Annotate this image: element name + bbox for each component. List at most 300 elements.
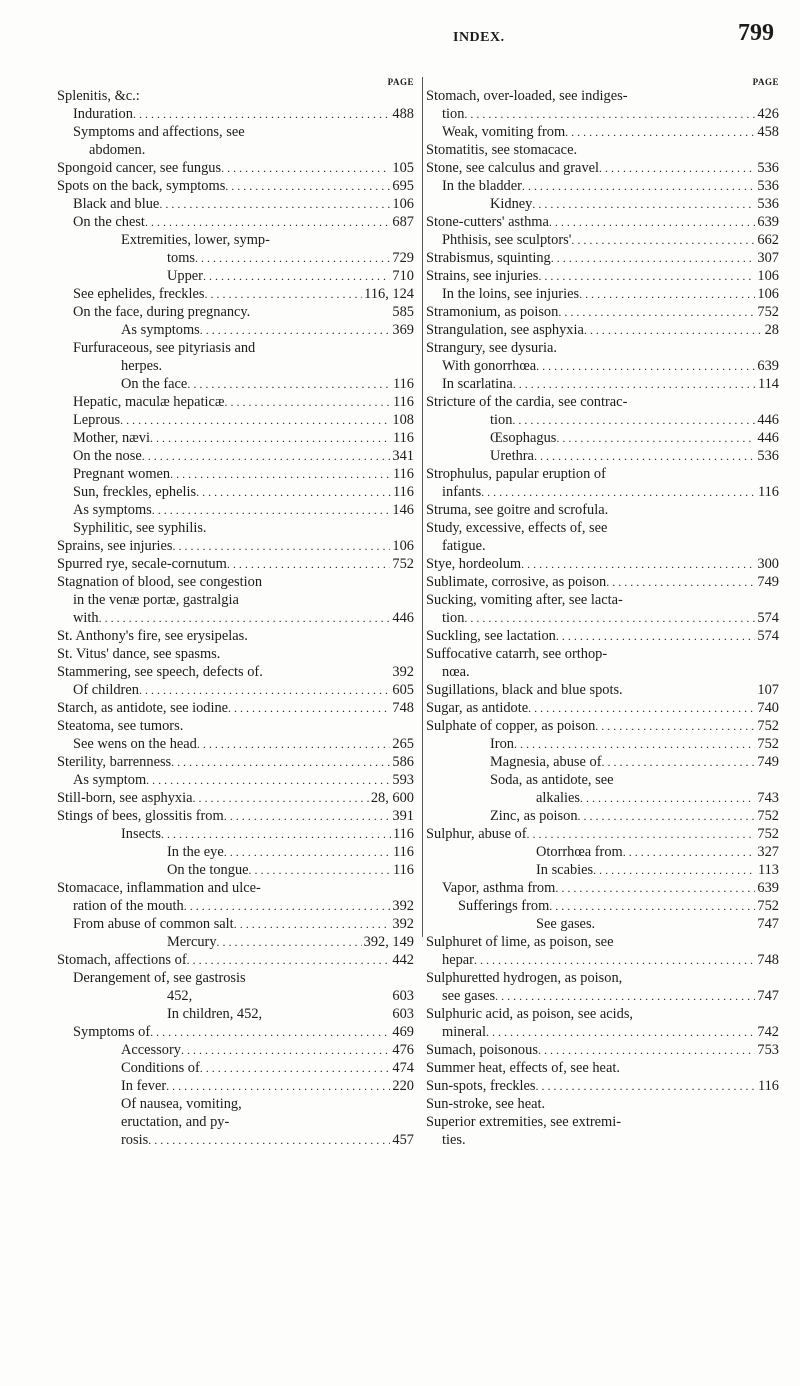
dot-leader xyxy=(195,249,390,267)
entry-text: From abuse of common salt xyxy=(73,916,234,932)
index-entry xyxy=(426,1059,779,1077)
entry-page: 747 xyxy=(757,988,779,1004)
entry-text: Stammering, see speech, defects of. xyxy=(57,664,263,680)
index-entry xyxy=(57,465,414,483)
entry-text: Furfuraceous, see pityriasis and xyxy=(73,340,256,356)
entry-page: 116, 124 xyxy=(364,286,414,302)
entry-page: 469 xyxy=(392,1024,414,1040)
index-entry xyxy=(57,789,414,807)
entry-page: 106 xyxy=(392,538,414,554)
dot-leader xyxy=(120,411,390,429)
dot-leader xyxy=(623,843,756,861)
index-entry xyxy=(426,663,779,681)
dot-leader xyxy=(464,105,755,123)
dot-leader xyxy=(532,195,755,213)
entry-page: 108 xyxy=(392,412,414,428)
index-entry xyxy=(426,1113,779,1131)
dot-leader xyxy=(197,735,391,753)
dot-leader xyxy=(538,1041,755,1059)
entry-text: tion xyxy=(490,412,513,428)
entry-text: herpes. xyxy=(121,358,163,374)
entry-text: Starch, as antidote, see iodine xyxy=(57,700,229,716)
index-entry xyxy=(57,285,414,303)
entry-text: On the nose xyxy=(73,448,142,464)
index-entry xyxy=(426,717,779,735)
index-entry xyxy=(57,447,414,465)
dot-leader xyxy=(528,699,755,717)
entry-page: 488 xyxy=(392,106,414,122)
entry-text: Zinc, as poison xyxy=(490,808,578,824)
dot-leader xyxy=(536,1077,756,1095)
entry-text: On the tongue xyxy=(167,862,249,878)
entry-page: 106 xyxy=(392,196,414,212)
index-entry xyxy=(426,969,779,987)
index-entry xyxy=(57,591,414,609)
entry-page: 116 xyxy=(392,484,414,500)
entry-text: On the chest xyxy=(73,214,145,230)
entry-text: Sulphuretted hydrogen, as poison, xyxy=(426,970,623,986)
entry-text: Of children xyxy=(73,682,139,698)
entry-text: As symptom xyxy=(73,772,147,788)
index-column-right xyxy=(422,77,779,1148)
index-entry xyxy=(57,915,414,933)
index-column-left xyxy=(57,77,414,1149)
index-entry xyxy=(426,483,779,501)
page-column-label: PAGE xyxy=(387,77,414,87)
dot-leader xyxy=(527,825,756,843)
entry-text: Weak, vomiting from xyxy=(442,124,566,140)
entry-text: Derangement of, see gastrosis xyxy=(73,970,246,986)
dot-leader xyxy=(171,753,390,771)
entry-text: ration of the mouth xyxy=(73,898,184,914)
page-column-label: PAGE xyxy=(752,77,779,87)
dot-leader xyxy=(512,411,755,429)
index-entry xyxy=(57,105,414,123)
index-entry xyxy=(426,789,779,807)
dot-leader xyxy=(196,483,391,501)
dot-leader xyxy=(152,501,391,519)
entry-text: St. Vitus' dance, see spasms. xyxy=(57,646,221,662)
index-entry xyxy=(426,573,779,591)
dot-leader xyxy=(551,249,756,267)
entry-text: Conditions of xyxy=(121,1060,200,1076)
index-entry xyxy=(426,843,779,861)
dot-leader xyxy=(495,987,755,1005)
index-entry xyxy=(426,411,779,429)
entry-page: 585 xyxy=(392,304,414,320)
index-entry xyxy=(426,213,779,231)
dot-leader xyxy=(571,231,755,249)
entry-page: 749 xyxy=(757,754,779,770)
index-entry xyxy=(426,591,779,609)
entry-text: See ephelides, freckles xyxy=(73,286,205,302)
index-entry xyxy=(426,1005,779,1023)
index-entry xyxy=(426,807,779,825)
entry-text: rosis xyxy=(121,1132,149,1148)
dot-leader xyxy=(170,465,391,483)
entry-text: Mercury xyxy=(167,934,217,950)
entry-text: Sulphur, abuse of xyxy=(426,826,527,842)
entry-text: Struma, see goitre and scrofula. xyxy=(426,502,609,518)
entry-page: 369 xyxy=(392,322,414,338)
entry-page: 113 xyxy=(757,862,779,878)
dot-leader xyxy=(217,933,362,951)
entry-text: with xyxy=(73,610,99,626)
entry-text: Stomatitis, see stomacace. xyxy=(426,142,578,158)
dot-leader xyxy=(565,123,755,141)
right-entries xyxy=(426,87,779,1149)
dot-leader xyxy=(227,555,391,573)
index-entry xyxy=(426,1041,779,1059)
index-entry xyxy=(426,321,779,339)
entry-text: Strangulation, see asphyxia xyxy=(426,322,584,338)
index-entry xyxy=(57,663,414,681)
entry-page: 753 xyxy=(757,1042,779,1058)
index-entry xyxy=(57,1113,414,1131)
entry-text: infants xyxy=(442,484,482,500)
index-entry xyxy=(426,555,779,573)
index-entry xyxy=(57,969,414,987)
entry-text: Still-born, see asphyxia xyxy=(57,790,193,806)
entry-page: 476 xyxy=(392,1042,414,1058)
dot-leader xyxy=(584,321,763,339)
index-entry xyxy=(426,915,779,933)
entry-page: 28 xyxy=(764,322,779,338)
entry-page: 116 xyxy=(757,484,779,500)
entry-text: tion xyxy=(442,106,465,122)
index-entry xyxy=(57,1095,414,1113)
index-entry xyxy=(426,501,779,519)
entry-text: As symptoms xyxy=(73,502,152,518)
entry-text: With gonorrhœa xyxy=(442,358,537,374)
entry-text: Stye, hordeolum xyxy=(426,556,522,572)
dot-leader xyxy=(549,213,756,231)
index-entry xyxy=(426,627,779,645)
index-entry xyxy=(57,1131,414,1149)
entry-text: Œsophagus xyxy=(490,430,557,446)
entry-page: 458 xyxy=(757,124,779,140)
index-entry xyxy=(426,465,779,483)
entry-text: Otorrhœa from xyxy=(536,844,623,860)
entry-page: 327 xyxy=(757,844,779,860)
dot-leader xyxy=(184,897,391,915)
entry-text: Leprous xyxy=(73,412,121,428)
page-header xyxy=(0,20,800,60)
dot-leader xyxy=(173,537,391,555)
entry-text: Induration xyxy=(73,106,133,122)
entry-page: 116 xyxy=(392,826,414,842)
dot-leader xyxy=(595,717,755,735)
entry-page: 116 xyxy=(392,466,414,482)
index-entry xyxy=(426,249,779,267)
entry-text: Upper xyxy=(167,268,203,284)
index-entry xyxy=(426,681,779,699)
index-entry xyxy=(426,357,779,375)
dot-leader xyxy=(556,429,755,447)
index-entry xyxy=(426,753,779,771)
entry-text: see gases xyxy=(442,988,496,1004)
dot-leader xyxy=(249,861,391,879)
index-entry xyxy=(57,825,414,843)
index-entry xyxy=(57,483,414,501)
entry-text: Sublimate, corrosive, as poison xyxy=(426,574,607,590)
entry-text: Extremities, lower, symp- xyxy=(121,232,270,248)
dot-leader xyxy=(203,267,390,285)
entry-text: Stramonium, as poison xyxy=(426,304,559,320)
dot-leader xyxy=(228,699,390,717)
entry-page: 341 xyxy=(392,448,414,464)
index-entry xyxy=(57,393,414,411)
dot-leader xyxy=(200,321,391,339)
index-entry xyxy=(57,123,414,141)
index-entry xyxy=(426,645,779,663)
entry-text: mineral xyxy=(442,1024,486,1040)
entry-page: 106 xyxy=(757,286,779,302)
entry-page: 695 xyxy=(392,178,414,194)
entry-text: Steatoma, see tumors. xyxy=(57,718,184,734)
index-entry xyxy=(57,159,414,177)
entry-page: 603 xyxy=(392,1006,414,1022)
entry-text: Kidney xyxy=(490,196,533,212)
entry-page: 639 xyxy=(757,880,779,896)
entry-page: 392, 149 xyxy=(363,934,414,950)
entry-text: Strophulus, papular eruption of xyxy=(426,466,606,482)
index-entry xyxy=(57,771,414,789)
index-entry xyxy=(57,537,414,555)
index-entry xyxy=(426,1095,779,1113)
index-entry xyxy=(57,195,414,213)
entry-page: 743 xyxy=(757,790,779,806)
entry-text: in the venæ portæ, gastralgia xyxy=(73,592,239,608)
dot-leader xyxy=(224,807,391,825)
index-entry xyxy=(426,519,779,537)
index-entry xyxy=(426,87,779,105)
entry-text: Strangury, see dysuria. xyxy=(426,340,557,356)
index-entry xyxy=(57,303,414,321)
dot-leader xyxy=(142,447,391,465)
entry-page: 442 xyxy=(392,952,414,968)
left-entries xyxy=(57,87,414,1149)
entry-text: Symptoms of xyxy=(73,1024,151,1040)
entry-page: 574 xyxy=(757,628,779,644)
entry-page: 748 xyxy=(392,700,414,716)
index-entry xyxy=(426,393,779,411)
entry-text: Stone-cutters' asthma xyxy=(426,214,549,230)
entry-page: 752 xyxy=(757,304,779,320)
entry-text: toms xyxy=(167,250,195,266)
entry-page: 116 xyxy=(757,1078,779,1094)
index-entry xyxy=(57,321,414,339)
entry-text: In the bladder xyxy=(442,178,522,194)
entry-page: 426 xyxy=(757,106,779,122)
running-title: INDEX. xyxy=(453,30,505,45)
page-number: 799 xyxy=(738,20,774,46)
entry-text: St. Anthony's fire, see erysipelas. xyxy=(57,628,248,644)
dot-leader xyxy=(193,789,369,807)
dot-leader xyxy=(549,897,755,915)
dot-leader xyxy=(474,951,755,969)
entry-page: 116 xyxy=(392,376,414,392)
entry-page: 536 xyxy=(757,160,779,176)
entry-text: Sun-spots, freckles xyxy=(426,1078,536,1094)
dot-leader xyxy=(159,195,390,213)
entry-page: 116 xyxy=(392,862,414,878)
index-entry xyxy=(57,573,414,591)
dot-leader xyxy=(536,357,755,375)
index-entry xyxy=(57,843,414,861)
dot-leader xyxy=(187,951,391,969)
index-entry xyxy=(426,159,779,177)
entry-page: 457 xyxy=(392,1132,414,1148)
entry-text: 452, xyxy=(167,988,193,1004)
dot-leader xyxy=(538,267,755,285)
index-entry xyxy=(57,555,414,573)
index-entry xyxy=(57,1023,414,1041)
index-entry xyxy=(57,753,414,771)
entry-page: 446 xyxy=(392,610,414,626)
dot-leader xyxy=(224,393,390,411)
index-entry xyxy=(57,627,414,645)
entry-page: 105 xyxy=(392,160,414,176)
entry-page: 752 xyxy=(392,556,414,572)
entry-text: tion xyxy=(442,610,465,626)
entry-page: 392 xyxy=(392,664,414,680)
dot-leader xyxy=(145,213,390,231)
entry-page: 106 xyxy=(757,268,779,284)
entry-page: 446 xyxy=(757,412,779,428)
index-entry xyxy=(57,1059,414,1077)
entry-text: Spongoid cancer, see fungus xyxy=(57,160,222,176)
entry-page: 752 xyxy=(757,898,779,914)
entry-page: 107 xyxy=(757,682,779,698)
index-entry xyxy=(426,951,779,969)
dot-leader xyxy=(204,285,362,303)
entry-text: On the face xyxy=(121,376,188,392)
index-entry xyxy=(57,519,414,537)
entry-text: abdomen. xyxy=(89,142,146,158)
entry-text: Stagnation of blood, see congestion xyxy=(57,574,263,590)
entry-text: Hepatic, maculæ hepaticæ xyxy=(73,394,225,410)
dot-leader xyxy=(556,627,756,645)
index-entry xyxy=(57,249,414,267)
entry-text: Sun, freckles, ephelis xyxy=(73,484,197,500)
dot-leader xyxy=(486,1023,755,1041)
index-entry xyxy=(57,681,414,699)
dot-leader xyxy=(166,1077,390,1095)
dot-leader xyxy=(224,843,391,861)
entry-text: Suffocative catarrh, see orthop- xyxy=(426,646,608,662)
index-entry xyxy=(426,897,779,915)
entry-page: 752 xyxy=(757,736,779,752)
entry-text: Sulphate of copper, as poison xyxy=(426,718,596,734)
entry-page: 752 xyxy=(757,718,779,734)
index-entry xyxy=(426,861,779,879)
index-entry xyxy=(57,933,414,951)
dot-leader xyxy=(522,177,755,195)
entry-text: Phthisis, see sculptors' xyxy=(442,232,572,248)
entry-page: 536 xyxy=(757,178,779,194)
dot-leader xyxy=(200,1059,391,1077)
entry-text: In the loins, see injuries xyxy=(442,286,580,302)
entry-page: 605 xyxy=(392,682,414,698)
entry-text: Vapor, asthma from xyxy=(442,880,556,896)
index-entry xyxy=(57,609,414,627)
dot-leader xyxy=(513,375,756,393)
index-entry xyxy=(426,339,779,357)
entry-text: Magnesia, abuse of xyxy=(490,754,602,770)
entry-text: In the eye xyxy=(167,844,224,860)
entry-page: 146 xyxy=(392,502,414,518)
index-entry xyxy=(426,1131,779,1149)
index-entry xyxy=(426,699,779,717)
index-entry xyxy=(57,861,414,879)
index-entry xyxy=(57,357,414,375)
dot-leader xyxy=(150,1023,390,1041)
index-entry xyxy=(426,303,779,321)
entry-text: Sugillations, black and blue spots. xyxy=(426,682,623,698)
index-entry xyxy=(426,285,779,303)
entry-page: 536 xyxy=(757,448,779,464)
entry-text: On the face, during pregnancy. xyxy=(73,304,251,320)
entry-page: 116 xyxy=(392,430,414,446)
index-entry xyxy=(57,1041,414,1059)
dot-leader xyxy=(602,753,756,771)
entry-page: 307 xyxy=(757,250,779,266)
dot-leader xyxy=(578,807,756,825)
index-entry xyxy=(426,987,779,1005)
entry-text: fatigue. xyxy=(442,538,486,554)
entry-page: 265 xyxy=(392,736,414,752)
index-entry xyxy=(57,429,414,447)
entry-text: As symptoms xyxy=(121,322,200,338)
index-entry xyxy=(57,213,414,231)
dot-leader xyxy=(514,735,755,753)
entry-text: Iron xyxy=(490,736,514,752)
index-entry xyxy=(426,447,779,465)
entry-text: Study, excessive, effects of, see xyxy=(426,520,608,536)
entry-page: 749 xyxy=(757,574,779,590)
entry-text: Urethra xyxy=(490,448,534,464)
entry-text: Summer heat, effects of, see heat. xyxy=(426,1060,620,1076)
dot-leader xyxy=(99,609,391,627)
index-entry xyxy=(57,339,414,357)
entry-page: 536 xyxy=(757,196,779,212)
index-entry xyxy=(57,879,414,897)
entry-text: In scarlatina xyxy=(442,376,513,392)
entry-text: Splenitis, &c.: xyxy=(57,88,140,104)
index-entry xyxy=(426,537,779,555)
entry-page: 474 xyxy=(392,1060,414,1076)
entry-text: Mother, nævi xyxy=(73,430,150,446)
index-entry xyxy=(57,951,414,969)
index-entry xyxy=(57,87,414,105)
dot-leader xyxy=(146,771,390,789)
dot-leader xyxy=(150,429,391,447)
entry-page: 586 xyxy=(392,754,414,770)
entry-page: 392 xyxy=(392,916,414,932)
index-entry xyxy=(426,267,779,285)
index-entry xyxy=(426,933,779,951)
entry-text: Sulphuret of lime, as poison, see xyxy=(426,934,614,950)
entry-text: Stomacace, inflammation and ulce- xyxy=(57,880,261,896)
entry-text: Superior extremities, see extremi- xyxy=(426,1114,622,1130)
entry-text: Stone, see calculus and gravel xyxy=(426,160,600,176)
entry-page: 748 xyxy=(757,952,779,968)
entry-page: 574 xyxy=(757,610,779,626)
entry-text: Pregnant women xyxy=(73,466,171,482)
index-entry xyxy=(426,231,779,249)
entry-text: Sun-stroke, see heat. xyxy=(426,1096,546,1112)
